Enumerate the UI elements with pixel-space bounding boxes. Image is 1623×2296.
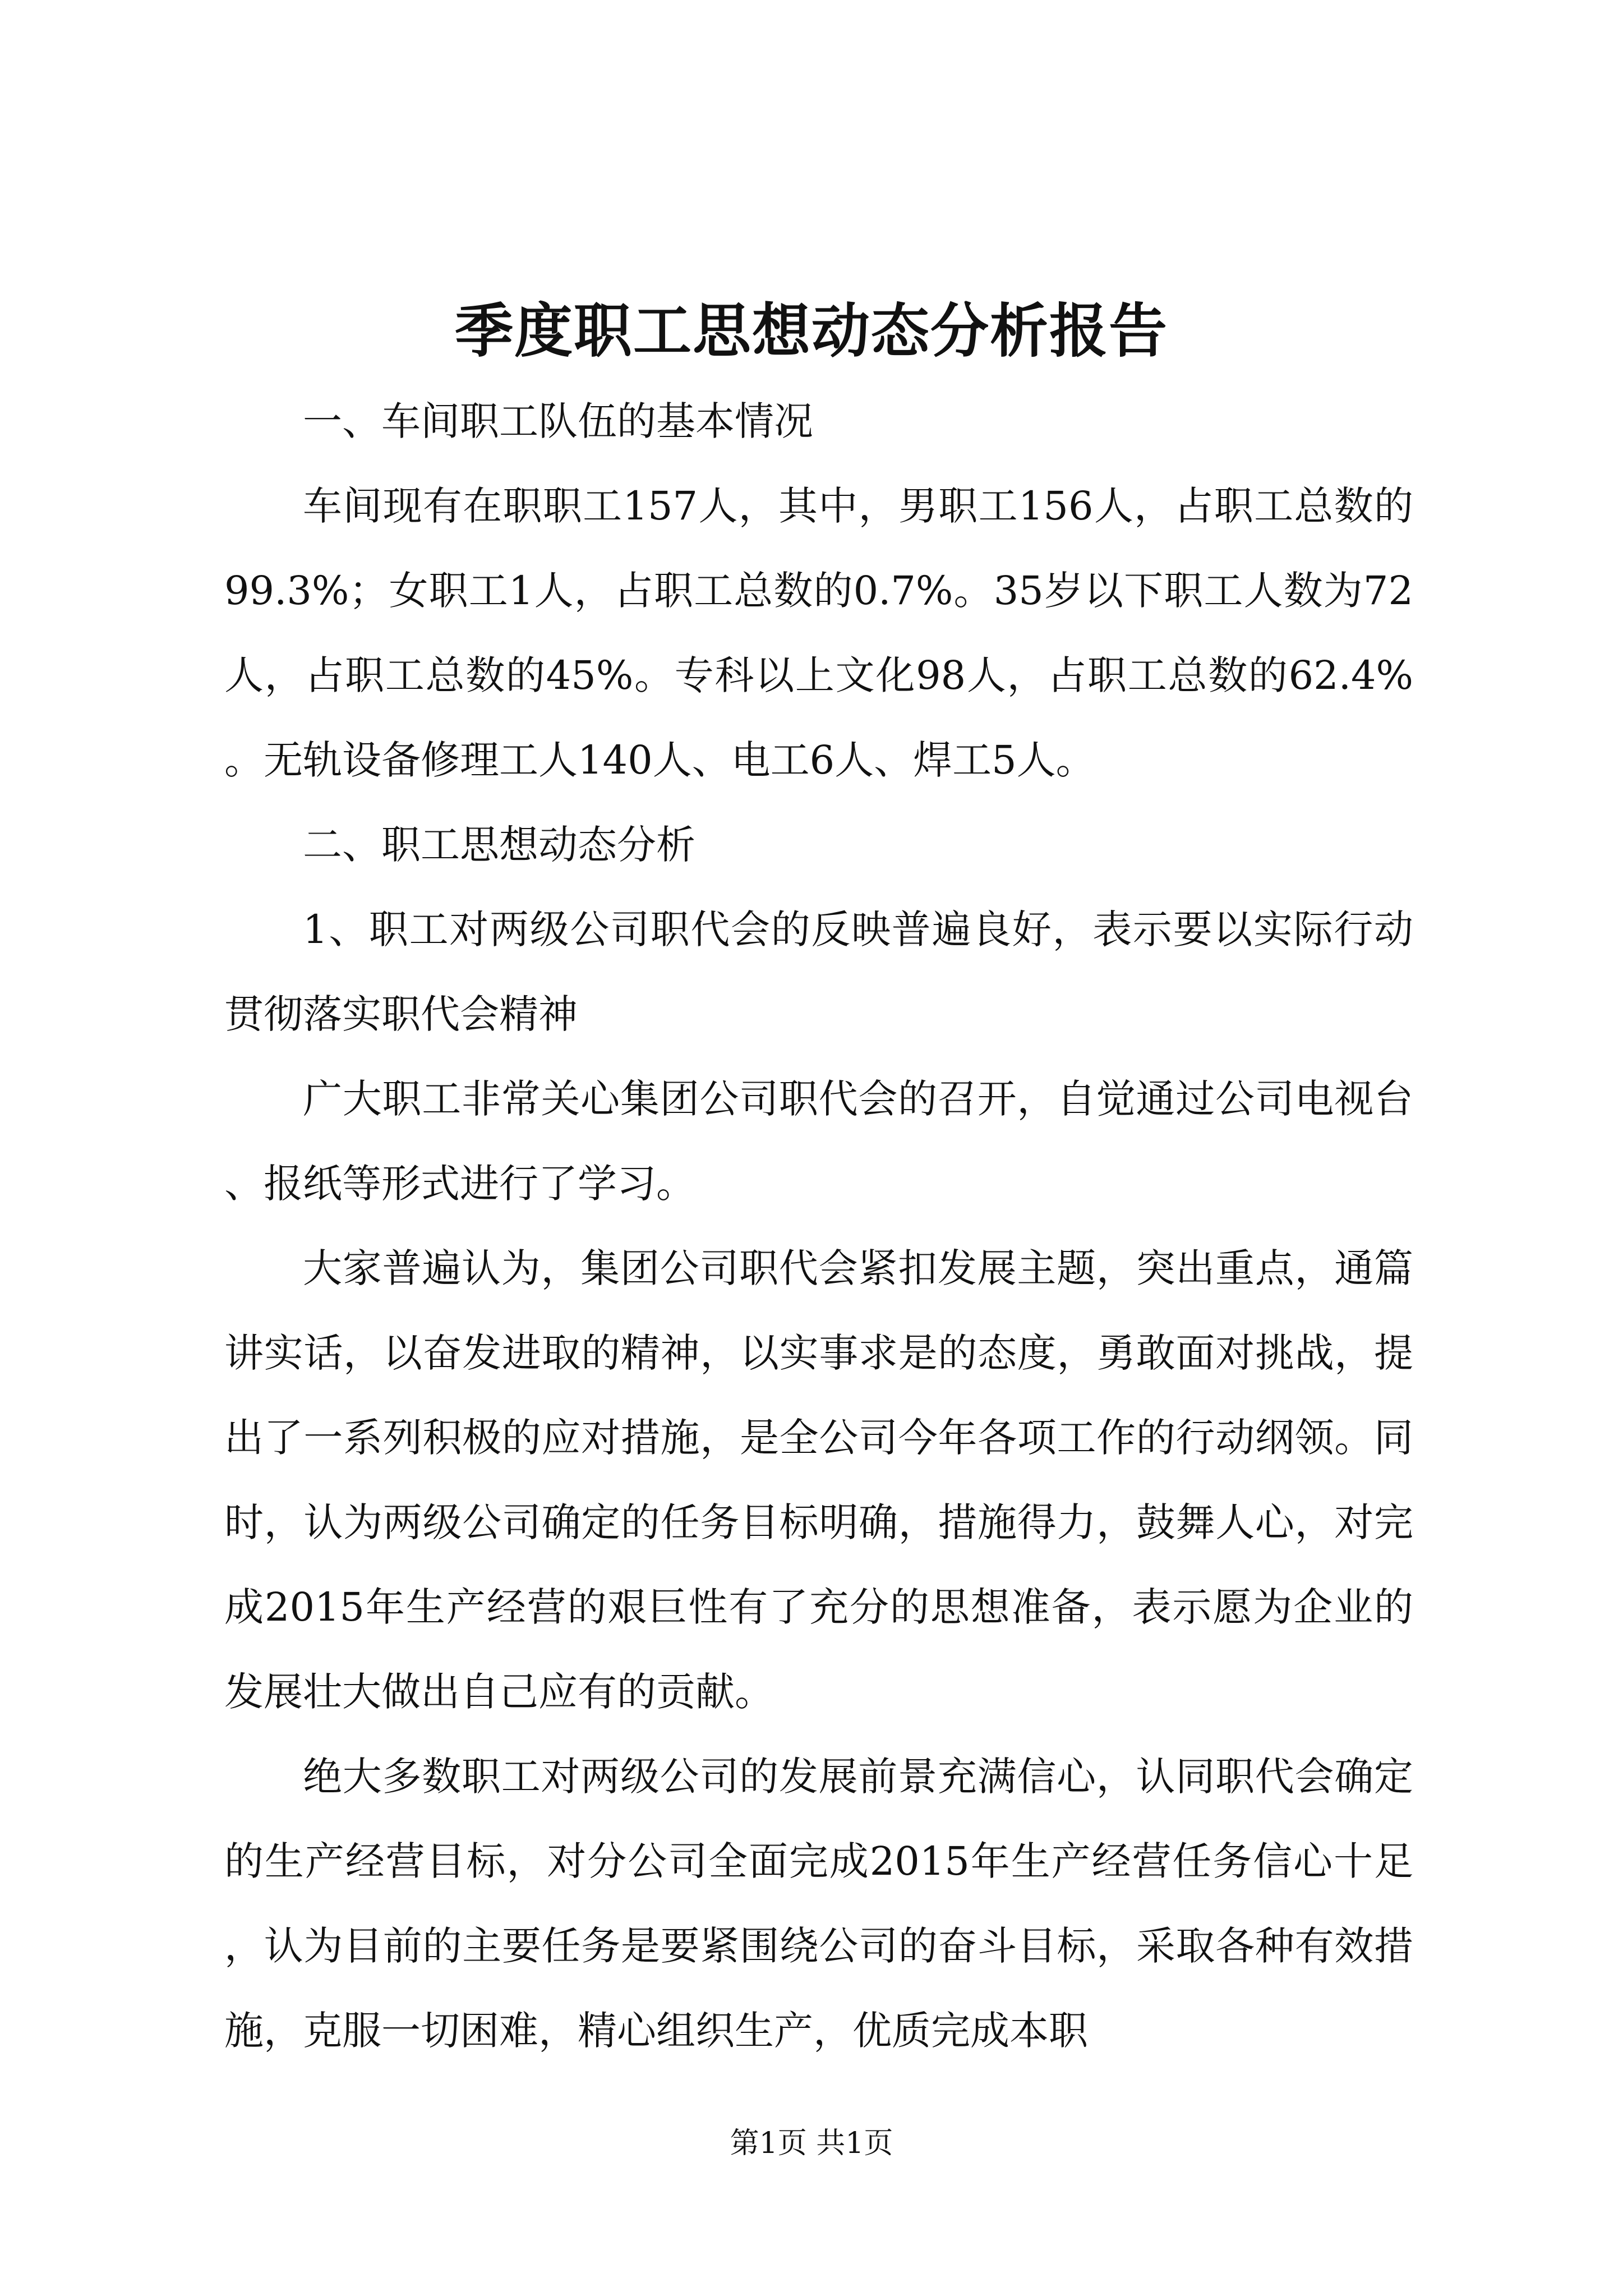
body-paragraph: 车间现有在职职工157人，其中，男职工156人，占职工总数的99.3%；女职工1人，占职工总数的0.7%。35岁以下职工人数为72人，占职工总数的45%。专科以上文化98人，占职工总数的62.4%。无轨设备修理工人140人、电工6人、焊工5人。: [224, 483, 1413, 783]
section-heading-1: 一、车间职工队伍的基本情况: [303, 398, 813, 444]
body-paragraph: 广大职工非常关心集团公司职代会的召开，自觉通过公司电视台、报纸等形式进行了学习。: [224, 1076, 1413, 1207]
document-title: 季度职工思想动态分析报告: [454, 296, 1168, 365]
document-body: [224, 379, 1413, 2073]
page-footer: 第1页 共1页: [730, 2127, 893, 2160]
body-paragraph: 大家普遍认为，集团公司职代会紧扣发展主题，突出重点，通篇讲实话，以奋发进取的精神，以实事求是的态度，勇敢面对挑战，提出了一系列积极的应对措施，是全公司今年各项工作的行动纲领。同时，认为两级公司确定的任务目标明确，措施得力，鼓舞人心，对完成2015年生产经营的艰巨性有了充分的思想准备，表示愿为企业的发展壮大做出自己应有的贡献。: [224, 1245, 1413, 1715]
section-heading-2: 二、职工思想动态分析: [303, 822, 695, 868]
subheading-1: 1、职工对两级公司职代会的反映普遍良好，表示要以实际行动贯彻落实职代会精神: [224, 907, 1413, 1037]
body-paragraph: 绝大多数职工对两级公司的发展前景充满信心，认同职代会确定的生产经营目标，对分公司全面完成2015年生产经营任务信心十足，认为目前的主要任务是要紧围绕公司的奋斗目标，采取各种有效措施，克服一切困难，精心组织生产，优质完成本职: [224, 1754, 1413, 2054]
